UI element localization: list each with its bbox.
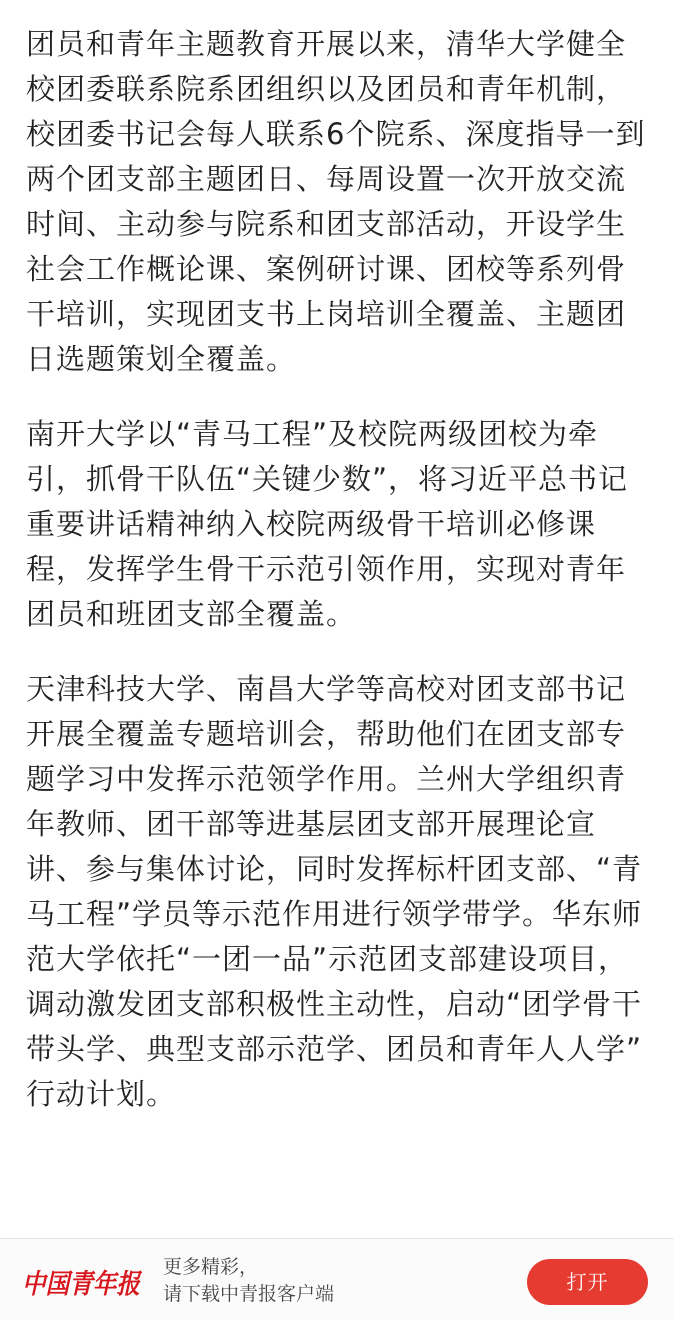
open-app-button[interactable]: 打开 [527,1259,648,1305]
paragraph-line: 社会工作概论课、案例研讨课、团校等系列骨 [26,252,627,286]
article-paragraph-3 [26,667,654,1117]
app-download-banner [0,1238,674,1320]
tagline-line-1: 更多精彩， [163,1256,259,1278]
paragraph-line: 校团委联系院系团组织以及团员和青年机制， [26,72,627,106]
paragraph-line: 团员和青年主题教育开展以来，清华大学健全 [26,27,627,61]
paragraph-line: 南开大学以“青马工程”及校院两级团校为牵 [26,417,599,451]
tagline-line-2: 请下载中青报客户端 [163,1283,335,1305]
paragraph-line: 讲、参与集体讨论，同时发挥标杆团支部、“青 [26,852,643,886]
paragraph-line: 两个团支部主题团日、每周设置一次开放交流 [26,162,627,196]
paragraph-line: 行动计划。 [26,1077,177,1111]
paragraph-line: 开展全覆盖专题培训会，帮助他们在团支部专 [26,717,627,751]
paragraph-line: 时间、主动参与院系和团支部活动，开设学生 [26,207,627,241]
paragraph-line: 校团委书记会每人联系6个院系、深度指导一到 [26,117,646,151]
paragraph-line: 日选题策划全覆盖。 [26,342,297,376]
paragraph-line: 重要讲话精神纳入校院两级骨干培训必修课 [26,507,597,541]
paragraph-line: 带头学、典型支部示范学、团员和青年人人学” [26,1032,643,1066]
paragraph-line: 干培训，实现团支书上岗培训全覆盖、主题团 [26,297,627,331]
paragraph-line: 年教师、团干部等进基层团支部开展理论宣 [26,807,597,841]
paragraph-line: 引，抓骨干队伍“关键少数”，将习近平总书记 [26,462,629,496]
paragraph-line: 调动激发团支部积极性主动性，启动“团学骨干 [26,987,643,1021]
logo-wordmark: 中国青年报 [22,1269,143,1300]
article-paragraph-2 [26,412,654,637]
paragraph-line: 题学习中发挥示范领学作用。兰州大学组织青 [26,762,627,796]
china-youth-daily-logo[interactable] [22,1253,142,1305]
paragraph-line: 团员和班团支部全覆盖。 [26,597,357,631]
paragraph-line: 范大学依托“一团一品”示范团支部建设项目， [26,942,629,976]
paragraph-line: 天津科技大学、南昌大学等高校对团支部书记 [26,672,627,706]
article-paragraph-1 [26,22,654,382]
paragraph-line: 程，发挥学生骨干示范引领作用，实现对青年 [26,552,627,586]
banner-tagline [163,1254,334,1308]
paragraph-line: 马工程”学员等示范作用进行领学带学。华东师 [26,897,643,931]
